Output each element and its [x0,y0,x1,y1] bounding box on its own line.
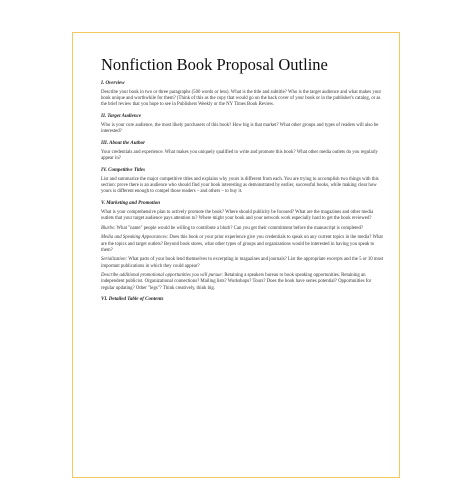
section-paragraph: List and summarize the major competitive titles and explains why yours is different from each. You are trying to accomplish two things with this section: prove there is an audience who should find your book interesting as demonstrated by earlier, successful books, while making clear how yours is different enough to compel those readers – and others – to buy it. [101,176,379,195]
section-competitive-titles [101,167,385,196]
section-overview [101,80,385,109]
blurbs-lead: Blurbs: [101,225,116,231]
section-target-audience [101,113,385,135]
section-heading: II. Target Audience [101,114,142,120]
blurbs-text: What "name" people would be willing to contribute a blurb? Can you get their commitment before the manuscript is completed? [115,225,364,231]
promotion-paragraph [101,273,385,292]
serialization-lead: Serialization: [101,257,128,263]
section-paragraph: Your credentials and experience. What makes you uniquely qualified to write and promote this book? What other media outlets do you regularly appear in? [101,150,378,162]
document-content [101,55,385,306]
section-marketing [101,200,385,292]
section-heading: I. Overview [101,81,125,86]
section-about-author [101,140,385,162]
section-heading: VI. Detailed Table of Contents [101,297,164,303]
serialization-text: What parts of your book lend themselves to excerpting in magazines and journals? List the appropriate excerpts and the 5 or 10 most important publications in which they could appear? [101,257,384,269]
promotion-lead: Describe additional promotional opportunities you will pursue: [101,273,224,279]
section-heading: V. Marketing and Promotion [101,201,161,207]
blurbs-paragraph [101,226,385,232]
document-page [72,32,400,478]
media-lead: Media and Speaking Appearances: [101,235,169,241]
serialization-paragraph [101,257,385,269]
media-text: Does this book or your prior experience give you credentials to speak on any current topics in the media? What are the topics and target outlets? Beyond book stores, what other types of groups and organizations would be interested in having you speak to them? [101,235,383,253]
section-heading: IV. Competitive Titles [101,167,146,173]
section-table-of-contents [101,296,385,303]
promotion-text: Retaining a speakers bureau to book speaking opportunities. Retaining an independent publicist. Organizational connections? Mailing lists? Workshops? Tours? Does the book have series potential? Opportunities for regular updating? Other "legs"? Think creatively, think big. [101,273,372,291]
section-paragraph: What is your comprehensive plan to actively promote the book? Where should publicity be focused? What are the magazines and other media outlets that your target audience pays attention to? Where might your book and your network work especially hard to get the book reviewed? [101,210,374,222]
media-paragraph [101,235,385,254]
section-heading: III. About the Author [101,141,146,147]
document-title: Nonfiction Book Proposal Outline [101,55,328,74]
section-paragraph: Describe your book in two or three paragraphs (500 words or less). What is the title and subtitle? Who is the target audience and what makes your book unique and worthwhile for them? (Think of this as the copy that would go on the back cover of your book or in the publisher's catalog, or as the brief review that you hope to see in Publishers Weekly or the NY Times Book Review. [101,90,382,108]
section-paragraph: Who is your core audience, the most likely purchasers of this book? How big is that market? What other groups and types of readers will also be interested? [101,123,379,135]
